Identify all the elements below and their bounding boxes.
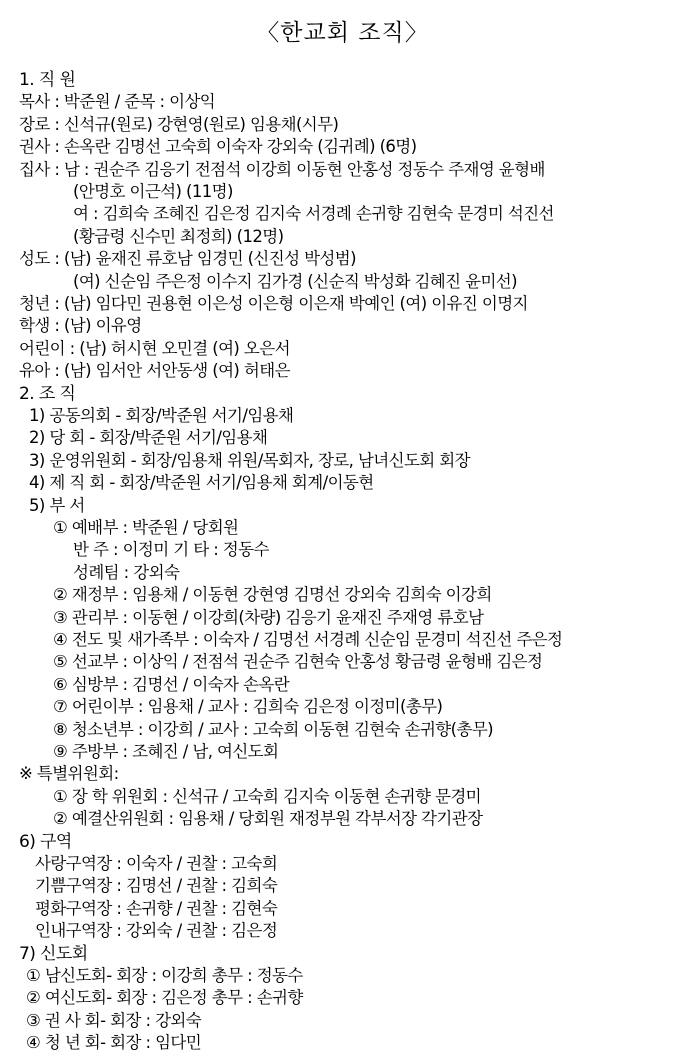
district-joy: 기쁨구역장 : 김명선 / 권찰 : 김희숙 bbox=[35, 876, 278, 896]
special-committee-heading: ※ 특별위원회: bbox=[19, 764, 119, 784]
dept-kitchen: ⑨ 주방부 : 조혜진 / 남, 여신도회 bbox=[53, 742, 279, 761]
fellowship-youth: ④ 청 년 회- 회장 : 임다민 bbox=[26, 1033, 202, 1053]
dept-visitation: ⑥ 심방부 : 김명선 / 이숙자 손옥란 bbox=[53, 674, 290, 694]
children-line: 어린이 : (남) 허시현 오민결 (여) 오은서 bbox=[19, 338, 290, 358]
member-female-line: (여) 신순임 주은정 이수지 김가경 (신순직 박성화 김혜진 윤미선) bbox=[73, 271, 517, 291]
deacon-female-cont-line: (황금령 신수민 최정희) (12명) bbox=[73, 226, 284, 246]
fellowship-women: ② 여신도회- 회장 : 김은정 총무 : 손귀향 bbox=[26, 988, 303, 1008]
elder-line: 장로 : 신석규(원로) 강현영(원로) 임용채(시무) bbox=[19, 114, 339, 134]
dept-evangelism: ④ 전도 및 새가족부 : 이숙자 / 김명선 서경례 신순임 문경미 석진선 주은정 bbox=[53, 630, 563, 649]
youth-line: 청년 : (남) 임다민 권용현 이은성 이은형 이은재 박예인 (여) 이유진 이명지 bbox=[19, 294, 528, 313]
district-love: 사랑구역장 : 이숙자 / 권찰 : 고숙희 bbox=[35, 854, 278, 873]
dept-worship-sacrament: 성례팀 : 강외숙 bbox=[73, 562, 180, 582]
deacon-male-line: 집사 : 남 : 권순주 김응기 전점석 이강희 이동현 안홍성 정동수 주재영 윤형배 bbox=[19, 159, 545, 179]
kwonsa-line: 권사 : 손옥란 김명선 고숙희 이숙자 강외숙 (김귀례) (6명) bbox=[19, 137, 417, 157]
committee-budget: ② 예결산위원회 : 임용채 / 당회원 재정부원 각부서장 각기관장 bbox=[53, 809, 483, 829]
org-item-session: 2) 당 회 - 회장/박준원 서기/임용채 bbox=[29, 428, 268, 448]
student-line: 학생 : (남) 이유영 bbox=[19, 316, 142, 336]
org-item-congregation: 1) 공동의회 - 회장/박준원 서기/임용채 bbox=[29, 406, 294, 425]
section-heading-organization: 2. 조 직 bbox=[19, 383, 76, 404]
section-heading-districts: 6) 구역 bbox=[19, 831, 72, 852]
section-heading-staff: 1. 직 원 bbox=[19, 70, 76, 90]
dept-management: ③ 관리부 : 이동현 / 이강희(차량) 김응기 윤재진 주재영 류호남 bbox=[53, 607, 484, 627]
dept-worship-music: 반 주 : 이정미 기 타 : 정동수 bbox=[73, 540, 269, 560]
dept-children: ⑦ 어린이부 : 임용채 / 교사 : 김희숙 김은정 이정미(총무) bbox=[53, 697, 443, 717]
infant-line: 유아 : (남) 임서안 서안동생 (여) 허태은 bbox=[19, 361, 290, 381]
committee-scholarship: ① 장 학 위원회 : 신석규 / 고숙희 김지숙 이동현 손귀향 문경미 bbox=[53, 786, 482, 806]
dept-worship: ① 예배부 : 박준원 / 당회원 bbox=[53, 518, 239, 537]
document-title: 〈한교회 조직〉 bbox=[256, 20, 429, 46]
fellowship-kwonsa: ③ 권 사 회- 회장 : 강외숙 bbox=[26, 1010, 202, 1030]
dept-teens: ⑧ 청소년부 : 이강희 / 교사 : 고숙희 이동현 김현숙 손귀향(총무) bbox=[53, 719, 493, 739]
fellowship-men: ① 남신도회- 회장 : 이강희 총무 : 정동수 bbox=[26, 966, 303, 985]
district-peace: 평화구역장 : 손귀향 / 권찰 : 김현숙 bbox=[35, 898, 278, 918]
org-item-officers: 4) 제 직 회 - 회장/박준원 서기/임용채 회계/이동현 bbox=[29, 473, 374, 493]
section-heading-fellowships: 7) 신도회 bbox=[19, 943, 88, 964]
deacon-female-line: 여 : 김희숙 조혜진 김은정 김지숙 서경례 손귀향 김현숙 문경미 석진선 bbox=[73, 204, 554, 224]
org-item-steering: 3) 운영위원회 - 회장/임용채 위원/목회자, 장로, 남녀신도회 회장 bbox=[29, 450, 470, 470]
org-item-departments: 5) 부 서 bbox=[29, 495, 85, 515]
district-patience: 인내구역장 : 강외숙 / 권찰 : 김은정 bbox=[35, 921, 278, 941]
member-male-line: 성도 : (남) 윤재진 류호남 임경민 (신진성 박성범) bbox=[19, 249, 356, 269]
dept-mission: ⑤ 선교부 : 이상익 / 전점석 권순주 김현숙 안홍성 황금령 윤형배 김은정 bbox=[53, 652, 543, 672]
pastor-line: 목사 : 박준원 / 준목 : 이상익 bbox=[19, 92, 216, 112]
dept-finance: ② 재정부 : 임용채 / 이동현 강현영 김명선 강외숙 김희숙 이강희 bbox=[53, 585, 492, 605]
deacon-male-cont-line: (안명호 이근석) (11명) bbox=[73, 182, 233, 201]
